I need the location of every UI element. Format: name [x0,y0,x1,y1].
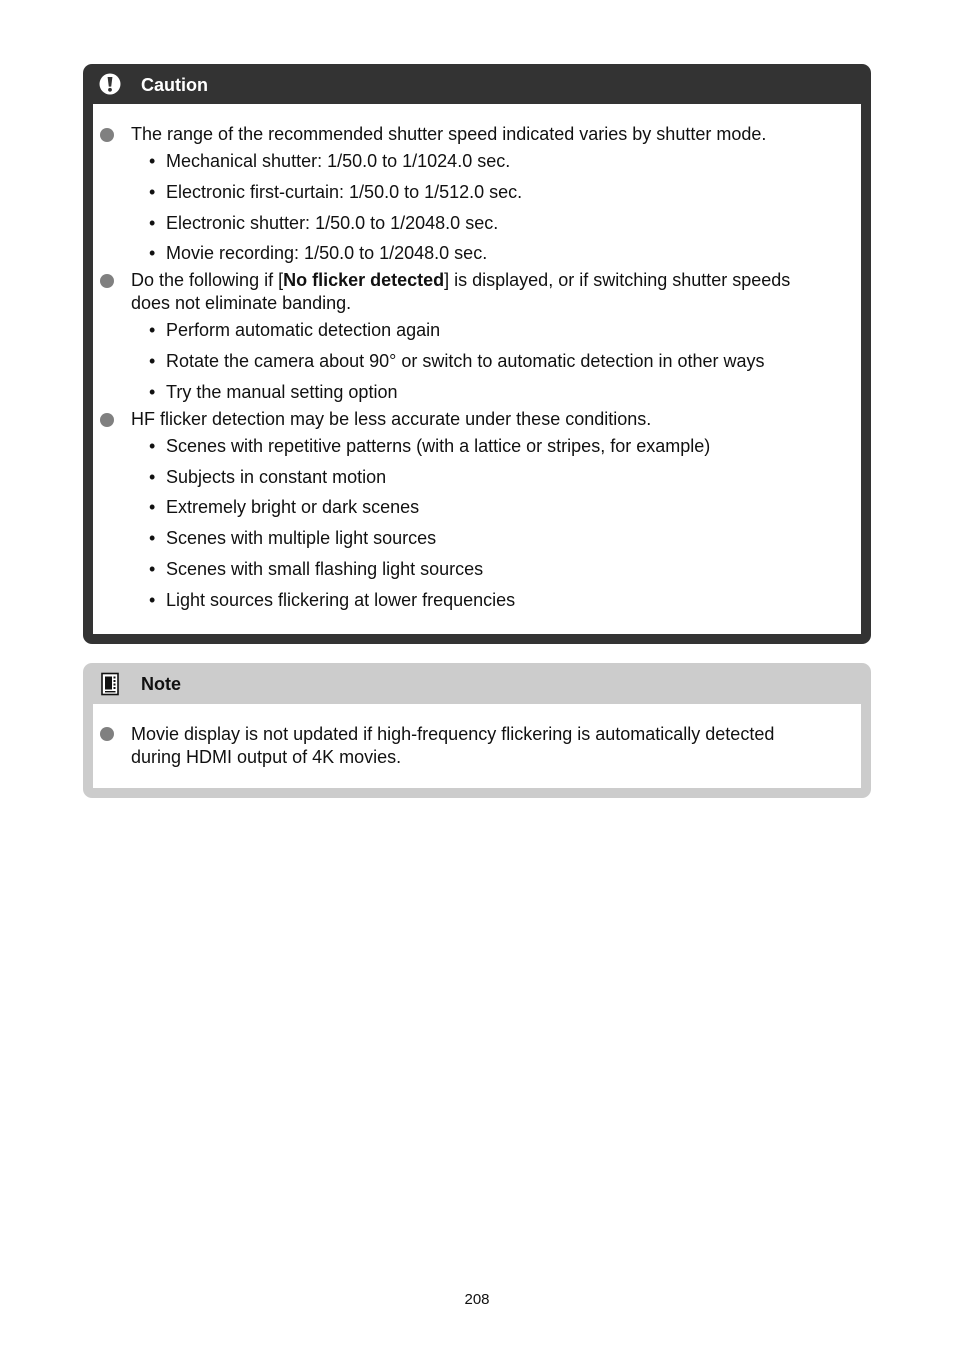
sub-bullet: • [149,497,156,517]
no-flicker-detected-label: No flicker detected [283,270,445,290]
caution-sub-item: Scenes with repetitive patterns (with a lattice or stripes, for example) [166,436,711,456]
note-item-text: Movie display is not updated if high-frequency flickering is automatically detected [131,724,775,744]
bullet-dot [100,274,114,288]
sub-bullet: • [149,436,156,456]
bullet-dot [100,727,114,741]
note-icon [100,672,120,696]
caution-item-text [131,269,790,292]
sub-bullet: • [149,559,156,579]
caution-sub-item: Mechanical shutter: 1/50.0 to 1/1024.0 sec. [166,151,511,171]
note-item-text-line2: during HDMI output of 4K movies. [131,747,402,767]
sub-bullet: • [149,382,156,402]
sub-bullet: • [149,590,156,610]
caution-item-text: HF flicker detection may be less accurate under these conditions. [131,409,652,429]
caution-sub-item: Extremely bright or dark scenes [166,497,420,517]
sub-bullet: • [149,213,156,233]
caution-box [83,64,871,644]
caution-item-text-line2: does not eliminate banding. [131,293,352,313]
sub-bullet: • [149,182,156,202]
caution-sub-item: Subjects in constant motion [166,467,387,487]
caution-title: Caution [141,75,208,95]
note-body [93,704,861,788]
sub-bullet: • [149,467,156,487]
note-title: Note [141,674,181,694]
caution-sub-item: Electronic shutter: 1/50.0 to 1/2048.0 sec. [166,213,499,233]
caution-item-text-before: Do the following if [ [131,270,284,290]
caution-sub-item: Try the manual setting option [166,382,398,402]
caution-sub-item: Rotate the camera about 90° or switch to automatic detection in other ways [166,351,765,371]
caution-item-text-after: ] is displayed, or if switching shutter speeds [444,270,791,290]
caution-body [93,104,861,634]
caution-sub-item: Scenes with multiple light sources [166,528,437,548]
caution-item-text: The range of the recommended shutter speed indicated varies by shutter mode. [131,124,767,144]
sub-bullet: • [149,351,156,371]
caution-sub-item: Movie recording: 1/50.0 to 1/2048.0 sec. [166,243,488,263]
caution-sub-item: Scenes with small flashing light sources [166,559,484,579]
note-box [83,663,871,798]
page-number: 208 [464,1291,490,1308]
bullet-dot [100,413,114,427]
sub-bullet: • [149,151,156,171]
bullet-dot [100,128,114,142]
caution-header [83,64,871,104]
caution-sub-item: Light sources flickering at lower frequencies [166,590,516,610]
sub-bullet: • [149,320,156,340]
sub-bullet: • [149,243,156,263]
exclamation-icon [99,73,121,95]
caution-sub-item: Electronic first-curtain: 1/50.0 to 1/512.0 sec. [166,182,523,202]
sub-bullet: • [149,528,156,548]
caution-sub-item: Perform automatic detection again [166,320,441,340]
